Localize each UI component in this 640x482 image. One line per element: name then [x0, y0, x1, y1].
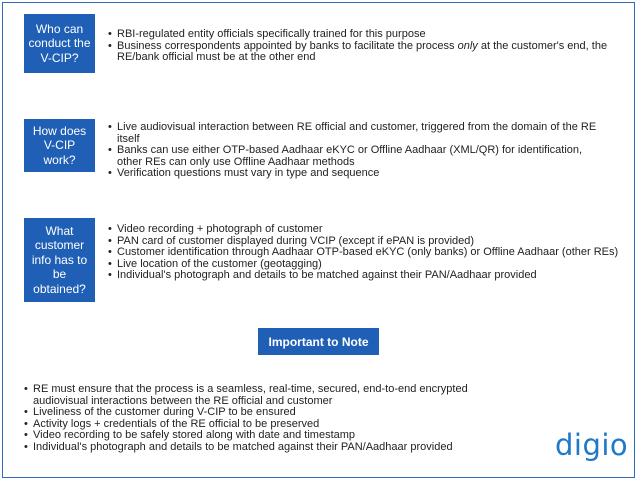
list-item: • PAN card of customer displayed during VCIP (except if ePAN is provided) — [108, 236, 628, 248]
list-item: • Activity logs + credentials of the RE official to be preserved — [24, 419, 524, 431]
digio-logo: digio — [555, 428, 629, 462]
list-item: • Individual's photograph and details to be matched against their PAN/Aadhaar provided — [108, 270, 628, 282]
question-box-how-does-vcip-work — [24, 119, 95, 172]
section-1-bullet-list — [108, 29, 608, 64]
list-item: • Verification questions must vary in type and sequence — [108, 168, 608, 180]
list-item: • RE must ensure that the process is a seamless, real-time, secured, end-to-end encrypted audiovisual interactions between the RE official and customer — [24, 384, 524, 407]
section-3-bullet-list — [108, 224, 628, 282]
important-note-heading: Important to Note — [258, 328, 379, 355]
list-item: • Video recording to be safely stored along with date and timestamp — [24, 430, 524, 442]
list-item: • Live location of the customer (geotagging) — [108, 259, 628, 271]
question-text: Who can conduct the V-CIP? — [28, 21, 91, 65]
question-box-who-can-conduct — [24, 14, 95, 73]
note-bullet-list — [24, 384, 524, 454]
section-2-bullet-list — [108, 122, 608, 180]
question-box-customer-info — [24, 218, 95, 302]
list-item: • Customer identification through Aadhaar OTP-based eKYC (only banks) or Offline Aadhaar (other REs) — [108, 247, 628, 259]
list-item: • RBI-regulated entity officials specifically trained for this purpose — [108, 29, 608, 41]
list-item: • Live audiovisual interaction between RE official and customer, triggered from the domain of the RE itself — [108, 122, 608, 145]
list-item: • Individual's photograph and details to be matched against their PAN/Aadhaar provided — [24, 442, 524, 454]
list-item: • Video recording + photograph of customer — [108, 224, 628, 236]
list-item: • Banks can use either OTP-based Aadhaar eKYC or Offline Aadhaar (XML/QR) for identification, other REs can only use Offline Aadhaar methods — [108, 145, 608, 168]
list-item: • Business correspondents appointed by banks to facilitate the process only at the customer's end, the RE/bank official must be at the other end — [108, 41, 608, 64]
question-text: What customer info has to be obtained? — [31, 223, 88, 296]
list-item: • Liveliness of the customer during V-CIP to be ensured — [24, 407, 524, 419]
question-text: How does V-CIP work? — [32, 123, 87, 167]
